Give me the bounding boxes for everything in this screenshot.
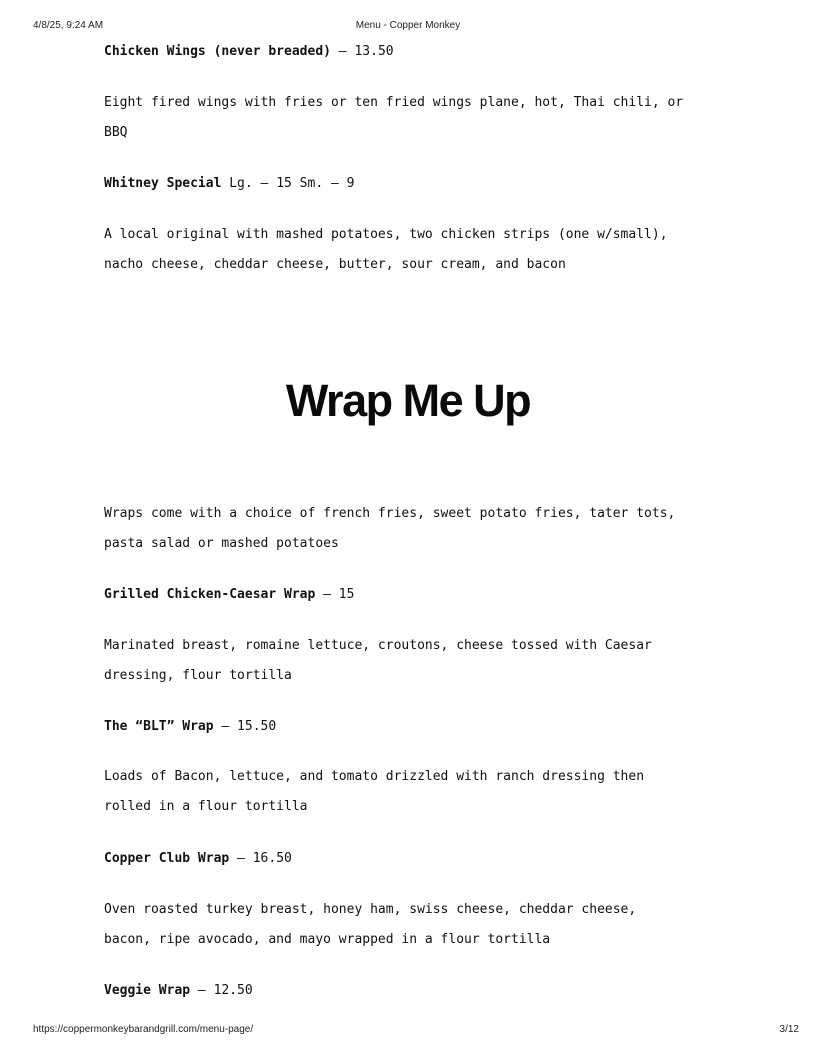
menu-item-title (104, 580, 724, 610)
item-name: Grilled Chicken-Caesar Wrap (104, 587, 316, 602)
description-line: Loads of Bacon, lettuce, and tomato drizzled with ranch dressing then (104, 769, 645, 784)
section-intro (104, 499, 724, 559)
item-price: – 13.50 (330, 44, 394, 59)
item-name: Veggie Wrap (104, 983, 191, 998)
description-line: Eight fired wings with fries or ten fried wings plane, hot, Thai chili, or (104, 95, 684, 110)
item-description (104, 631, 724, 691)
item-description (104, 220, 724, 280)
item-description (104, 762, 724, 822)
menu-item-title (104, 169, 724, 199)
description-line: dressing, flour tortilla (104, 668, 292, 683)
description-line: Oven roasted turkey breast, honey ham, swiss cheese, cheddar cheese, (104, 902, 637, 917)
item-price: – 12.50 (190, 983, 253, 998)
item-name: The “BLT” Wrap (104, 719, 214, 734)
item-price: – 15 (315, 587, 355, 602)
description-line: A local original with mashed potatoes, two chicken strips (one w/small), (104, 227, 668, 242)
menu-item-title (104, 976, 724, 1006)
description-line: nacho cheese, cheddar cheese, butter, sour cream, and bacon (104, 257, 566, 272)
section-heading: Wrap Me Up (285, 375, 531, 426)
item-name: Copper Club Wrap (104, 851, 230, 866)
item-description (104, 895, 724, 955)
item-price: – 16.50 (229, 851, 292, 866)
description-line: rolled in a flour tortilla (104, 799, 308, 814)
description-line: bacon, ripe avocado, and mayo wrapped in a flour tortilla (104, 932, 551, 947)
menu-item-title (104, 844, 724, 874)
description-line: Marinated breast, romaine lettuce, croutons, cheese tossed with Caesar (104, 638, 652, 653)
print-datetime: 4/8/25, 9:24 AM (33, 20, 104, 31)
intro-line: Wraps come with a choice of french fries, sweet potato fries, tater tots, (104, 506, 676, 521)
item-description (104, 88, 724, 148)
print-header (0, 20, 816, 34)
print-url: https://coppermonkeybarandgrill.com/menu-page/ (33, 1024, 254, 1035)
item-name: Whitney Special (104, 176, 222, 191)
item-price: Lg. – 15 Sm. – 9 (221, 176, 355, 191)
item-price: – 15.50 (213, 719, 277, 734)
print-page-number: 3/12 (779, 1024, 799, 1035)
item-name: Chicken Wings (never breaded) (104, 44, 331, 59)
intro-line: pasta salad or mashed potatoes (104, 536, 339, 551)
print-footer (0, 1024, 816, 1038)
menu-item-title (104, 712, 724, 742)
menu-item-title (104, 37, 724, 67)
description-line: BBQ (104, 125, 128, 140)
print-page-title: Menu - Copper Monkey (355, 20, 461, 31)
